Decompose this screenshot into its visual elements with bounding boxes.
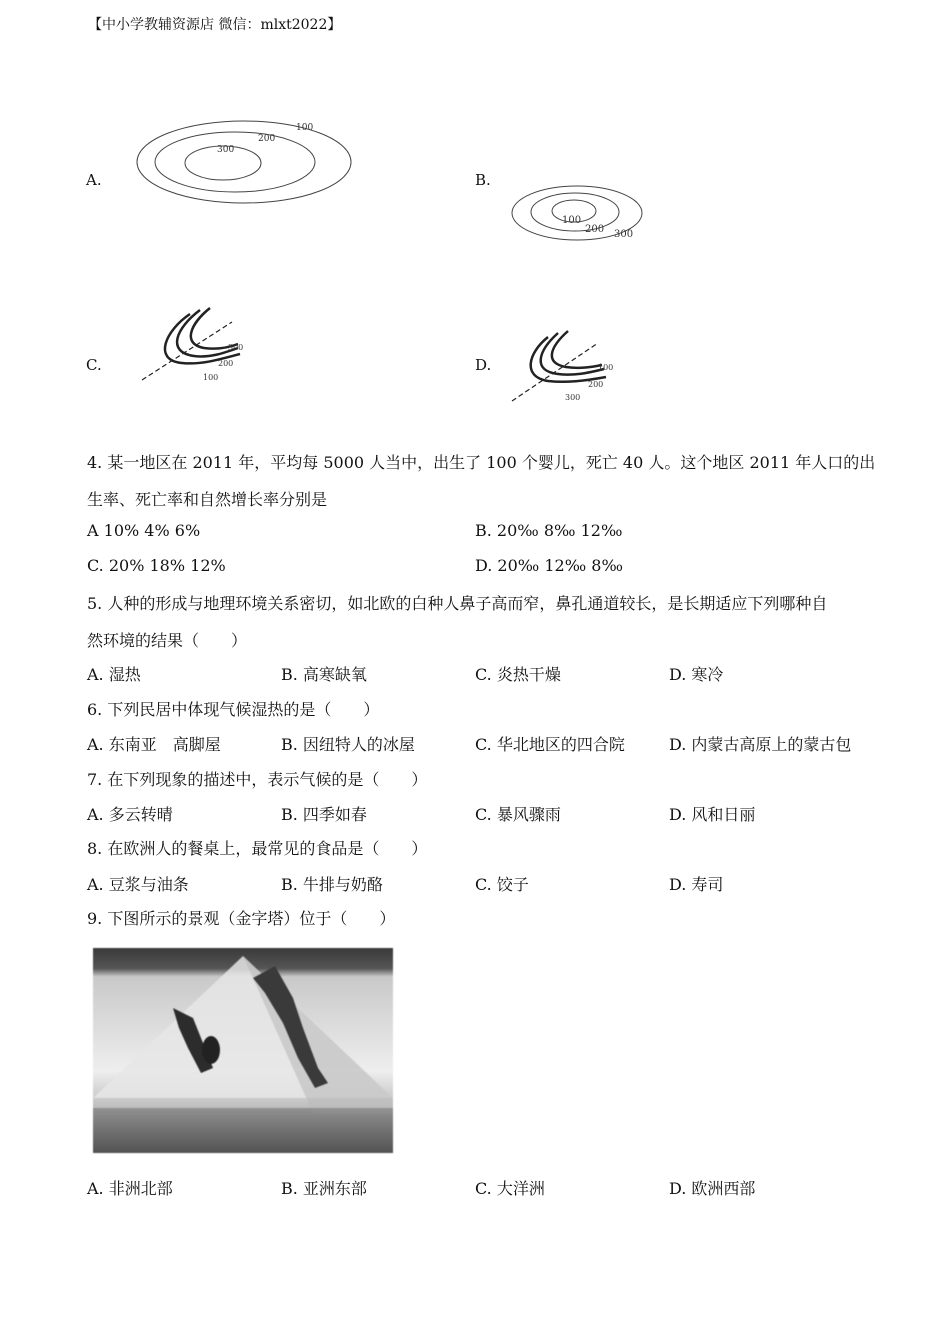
contour-label: 100 — [598, 363, 614, 372]
contour-label: 200 — [218, 359, 234, 368]
question-9-option-a: A. 非洲北部 — [87, 1179, 173, 1198]
contour-label: 100 — [562, 215, 582, 226]
question-8-option-c: C. 饺子 — [475, 875, 529, 894]
question-8-option-a: A. 豆浆与油条 — [87, 875, 189, 894]
question-5-line-1: 5. 人种的形成与地理环境关系密切，如北欧的白种人鼻子高而窄，鼻孔通道较长，是长期适应下列哪种自 — [87, 594, 828, 613]
question-5-option-c: C. 炎热干燥 — [475, 665, 561, 684]
option-a-label: A. — [86, 171, 102, 189]
page-header: 【中小学教辅资源店 微信：mlxt2022】 — [88, 17, 342, 33]
question-7-option-b: B. 四季如春 — [281, 805, 367, 824]
question-9-stem: 9. 下图所示的景观（金字塔）位于（ ） — [87, 909, 396, 928]
question-6-option-c: C. 华北地区的四合院 — [475, 735, 625, 754]
contour-label: 200 — [258, 134, 276, 144]
question-9-option-b: B. 亚洲东部 — [281, 1179, 367, 1198]
question-7-option-a: A. 多云转晴 — [87, 805, 173, 824]
question-4-option-c: C. 20% 18% 12% — [87, 556, 226, 575]
pyramid-photo — [93, 948, 393, 1153]
question-7-stem: 7. 在下列现象的描述中，表示气候的是（ ） — [87, 770, 428, 789]
contour-diagram-c — [138, 300, 258, 390]
contour-label: 300 — [217, 145, 235, 155]
question-6-option-d: D. 内蒙古高原上的蒙古包 — [669, 735, 852, 754]
question-5-option-a: A. 湿热 — [87, 665, 141, 684]
question-7-option-c: C. 暴风骤雨 — [475, 805, 561, 824]
contour-label: 100 — [203, 373, 219, 382]
question-6-stem: 6. 下列民居中体现气候湿热的是（ ） — [87, 700, 380, 719]
question-9-option-c: C. 大洋洲 — [475, 1179, 545, 1198]
contour-diagram-b — [505, 180, 655, 250]
question-4-option-d: D. 20‰ 12‰ 8‰ — [475, 556, 623, 575]
question-6-option-a: A. 东南亚 高脚屋 — [87, 735, 221, 754]
question-5-option-d: D. 寒冷 — [669, 665, 724, 684]
question-6-option-b: B. 因纽特人的冰屋 — [281, 735, 415, 754]
contour-label: 100 — [296, 123, 314, 133]
question-7-option-d: D. 风和日丽 — [669, 805, 756, 824]
option-b-label: B. — [475, 171, 491, 189]
question-5-line-2: 然环境的结果（ ） — [87, 631, 248, 650]
question-8-stem: 8. 在欧洲人的餐桌上，最常见的食品是（ ） — [87, 839, 428, 858]
question-4-line-2: 生率、死亡率和自然增长率分别是 — [87, 490, 328, 509]
contour-label: 200 — [588, 380, 604, 389]
question-4-option-a: A 10% 4% 6% — [87, 521, 201, 540]
option-d-label: D. — [475, 356, 492, 374]
question-8-option-b: B. 牛排与奶酪 — [281, 875, 383, 894]
option-c-label: C. — [86, 356, 102, 374]
contour-diagram-d — [508, 325, 628, 405]
question-4-line-1: 4. 某一地区在 2011 年，平均每 5000 人当中，出生了 100 个婴儿，死亡 40 人。这个地区 2011 年人口的出 — [87, 453, 876, 472]
question-5-option-b: B. 高寒缺氧 — [281, 665, 367, 684]
contour-label: 300 — [614, 229, 634, 240]
question-9-option-d: D. 欧洲西部 — [669, 1179, 756, 1198]
question-8-option-d: D. 寿司 — [669, 875, 724, 894]
contour-label: 300 — [565, 393, 581, 402]
contour-label: 200 — [585, 224, 605, 235]
contour-label: 300 — [228, 343, 244, 352]
contour-diagram-a — [130, 110, 360, 210]
question-4-option-b: B. 20‰ 8‰ 12‰ — [475, 521, 623, 540]
